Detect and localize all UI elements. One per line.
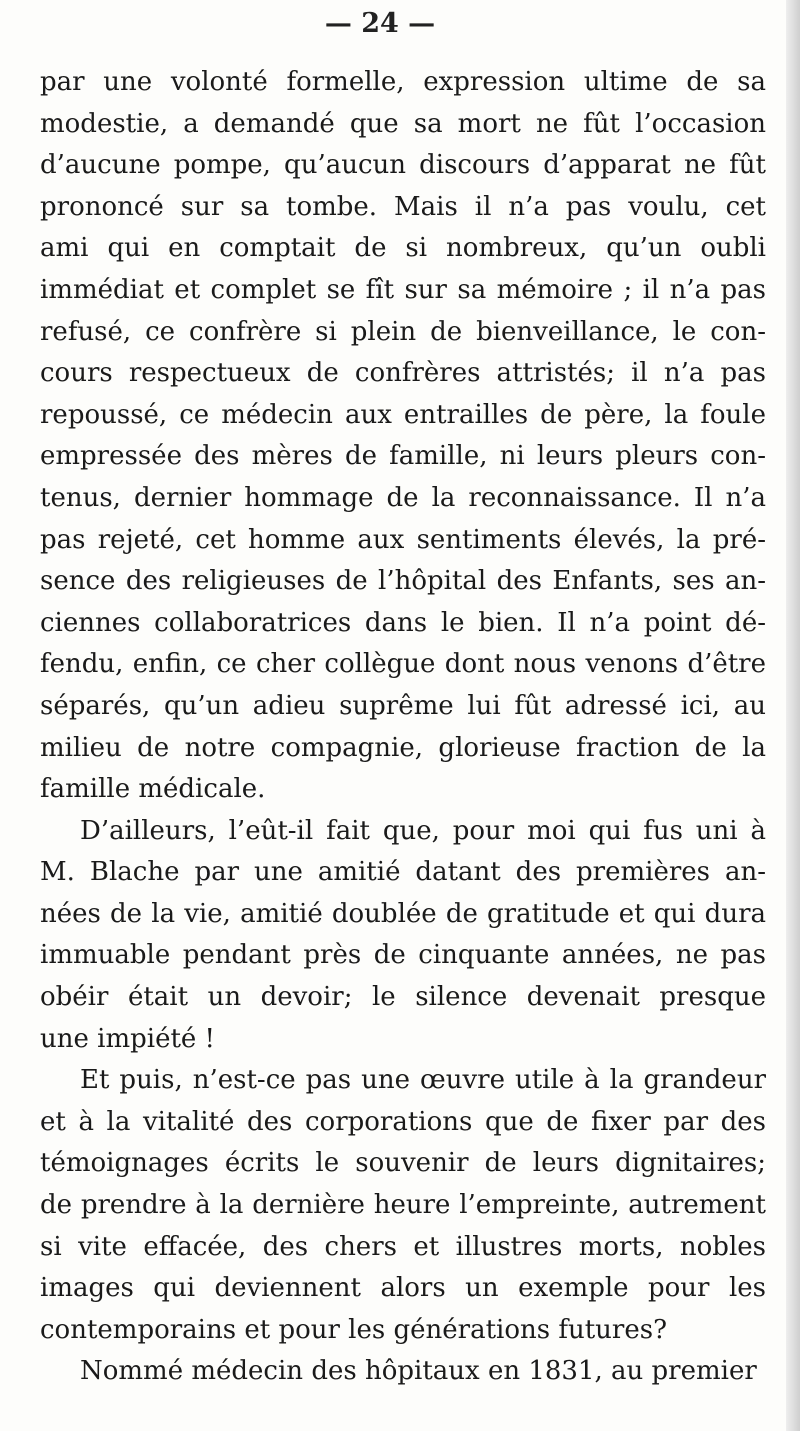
paragraph [40,811,766,1061]
text-line: modestie, a demandé que sa mort ne fût l’occasion [40,108,766,139]
text-line: d’aucune pompe, qu’aucun discours d’apparat ne fût [40,150,766,181]
text-line: témoignages écrits le souvenir de leurs dignitaires; [40,1148,766,1179]
body-text [40,62,766,1393]
text-line: repoussé, ce médecin aux entrailles de père, la foule [40,399,766,430]
text-line: pas rejeté, cet homme aux sentiments élevés, la pré- [40,524,766,555]
text-line: sence des religieuses de l’hôpital des Enfants, ses an- [40,566,766,597]
text-line: images qui deviennent alors un exemple pour les [40,1273,766,1304]
text-line: contemporains et pour les générations futures? [40,1314,668,1345]
text-line: par une volonté formelle, expression ultime de sa [40,67,766,97]
text-line: M. Blache par une amitié datant des premières an- [40,857,766,888]
text-line: obéir était un devoir; le silence devenait presque [40,982,766,1013]
text-line: refusé, ce confrère si plein de bienveillance, le con- [40,316,766,347]
text-line: nées de la vie, amitié doublée de gratitude et qui dura [40,898,766,929]
text-line: une impiété ! [40,1023,216,1054]
text-line: D’ailleurs, l’eût-il fait que, pour moi qui fus uni à [80,815,766,846]
text-line: et à la vitalité des corporations que de fixer par des [40,1106,766,1137]
paragraph [40,1351,766,1393]
page-edge-shadow [786,0,800,1431]
text-line: si vite effacée, des chers et illustres morts, nobles [40,1231,766,1262]
text-line: de prendre à la dernière heure l’empreinte, autrement [40,1190,766,1221]
text-line: ciennes collaboratrices dans le bien. Il n’a point dé- [40,607,766,638]
text-line: tenus, dernier hommage de la reconnaissance. Il n’a [40,482,766,513]
text-line: fendu, enfin, ce cher collègue dont nous venons d’être [40,649,766,680]
text-line: empressée des mères de famille, ni leurs pleurs con- [40,441,766,472]
text-line: Et puis, n’est-ce pas une œuvre utile à la grandeur [80,1065,766,1096]
paragraph [40,1060,766,1351]
text-line: Nommé médecin des hôpitaux en 1831, au premier [80,1356,757,1387]
text-line: milieu de notre compagnie, glorieuse fraction de la [40,732,766,763]
text-line: immuable pendant près de cinquante années, ne pas [40,940,766,971]
text-line: famille médicale. [40,774,266,805]
text-line: séparés, qu’un adieu suprême lui fût adressé ici, au [40,690,766,721]
paragraph [40,62,766,811]
text-line: ami qui en comptait de si nombreux, qu’un oubli [40,233,766,264]
text-line: prononcé sur sa tombe. Mais il n’a pas voulu, cet [40,191,766,222]
text-line: immédiat et complet se fît sur sa mémoire ; il n’a pas [40,274,766,305]
text-line: cours respectueux de confrères attristés; il n’a pas [40,358,766,389]
page-number: — 24 — [324,8,436,39]
